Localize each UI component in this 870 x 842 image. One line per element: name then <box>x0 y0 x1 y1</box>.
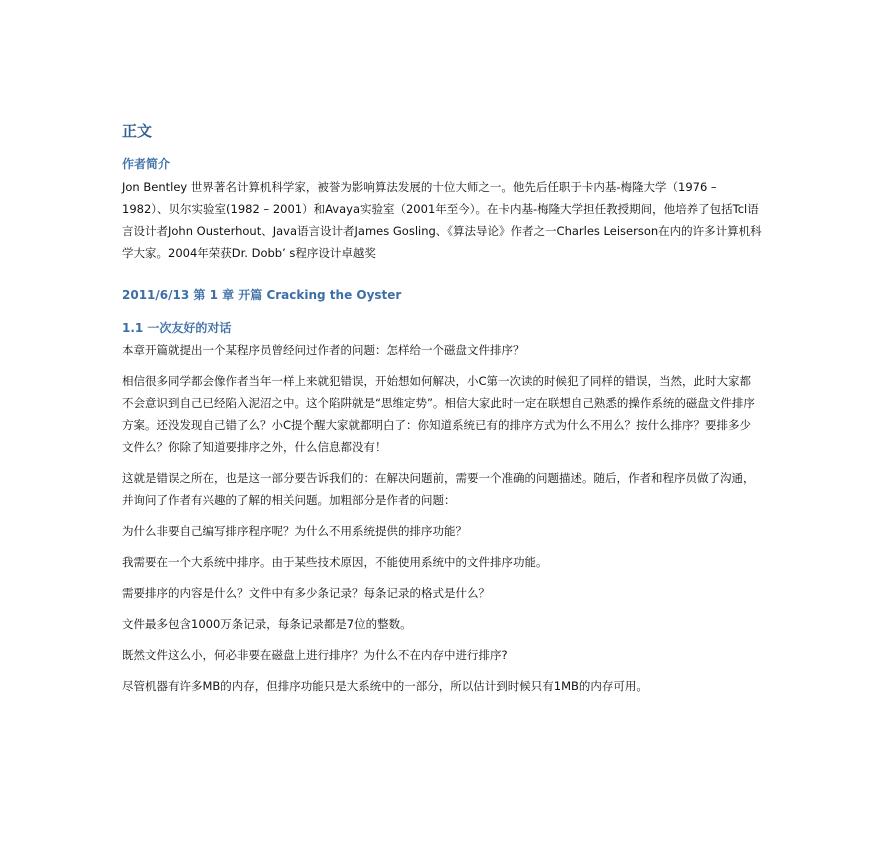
document-body <box>122 120 762 697</box>
answer-2: 文件最多包含1000万条记录，每条记录都是7位的整数。 <box>122 617 412 631</box>
question-1: 为什么非要自己编写排序程序呢？为什么不用系统提供的排序功能？ <box>122 524 467 538</box>
answer-1: 我需要在一个大系统中排序。由于某些技术原因，不能使用系统中的文件排序功能。 <box>122 555 548 569</box>
chapter-heading: 2011/6/13 第 1 章 开篇 Cracking the Oyster <box>122 288 402 302</box>
main-heading: 正文 <box>122 122 153 140</box>
author-bio: Jon Bentley 世界著名计算机科学家，被誉为影响算法发展的十位大师之一。他先后任职于卡内基-梅隆大学（1976 – 1982）、贝尔实验室(1982 – 2001）和Avaya实验室（2001年至今）。在卡内基-梅隆大学担任教授期间，他培养了包括Tcl语言设计者John Ousterhout、Java语言设计者James Gosling、《算法导论》作者之一Charles Leiserson在内的许多计算机科学大家。2004年荣获Dr. Dobb’ s程序设计卓越奖 <box>122 180 762 260</box>
paragraph-2: 相信很多同学都会像作者当年一样上来就犯错误，开始想如何解决，小C第一次读的时候犯了同样的错误，当然，此时大家都不会意识到自己已经陷入泥沼之中。这个陷阱就是“思维定势”。相信大家此时一定在联想自己熟悉的操作系统的磁盘文件排序方案。还没发现自己错了么？小C提个醒大家就都明白了：你知道系统已有的排序方式为什么不用么？按什么排序？要排多少文件么？你除了知道要排序之外，什么信息都没有！ <box>122 374 755 454</box>
section-heading: 1.1 一次友好的对话 <box>122 321 232 335</box>
paragraph-1: 本章开篇就提出一个某程序员曾经问过作者的问题：怎样给一个磁盘文件排序？ <box>122 343 525 357</box>
paragraph-3: 这就是错误之所在，也是这一部分要告诉我们的：在解决问题前，需要一个准确的问题描述。随后，作者和程序员做了沟通，并询问了作者有兴趣的了解的相关问题。加粗部分是作者的问题： <box>122 471 755 507</box>
question-3: 既然文件这么小，何必非要在磁盘上进行排序？为什么不在内存中进行排序? <box>122 648 508 662</box>
answer-3: 尽管机器有许多MB的内存，但排序功能只是大系统中的一部分，所以估计到时候只有1MB的内存可用。 <box>122 679 648 693</box>
author-heading: 作者简介 <box>122 157 171 171</box>
question-2: 需要排序的内容是什么？文件中有多少条记录？每条记录的格式是什么？ <box>122 586 490 600</box>
